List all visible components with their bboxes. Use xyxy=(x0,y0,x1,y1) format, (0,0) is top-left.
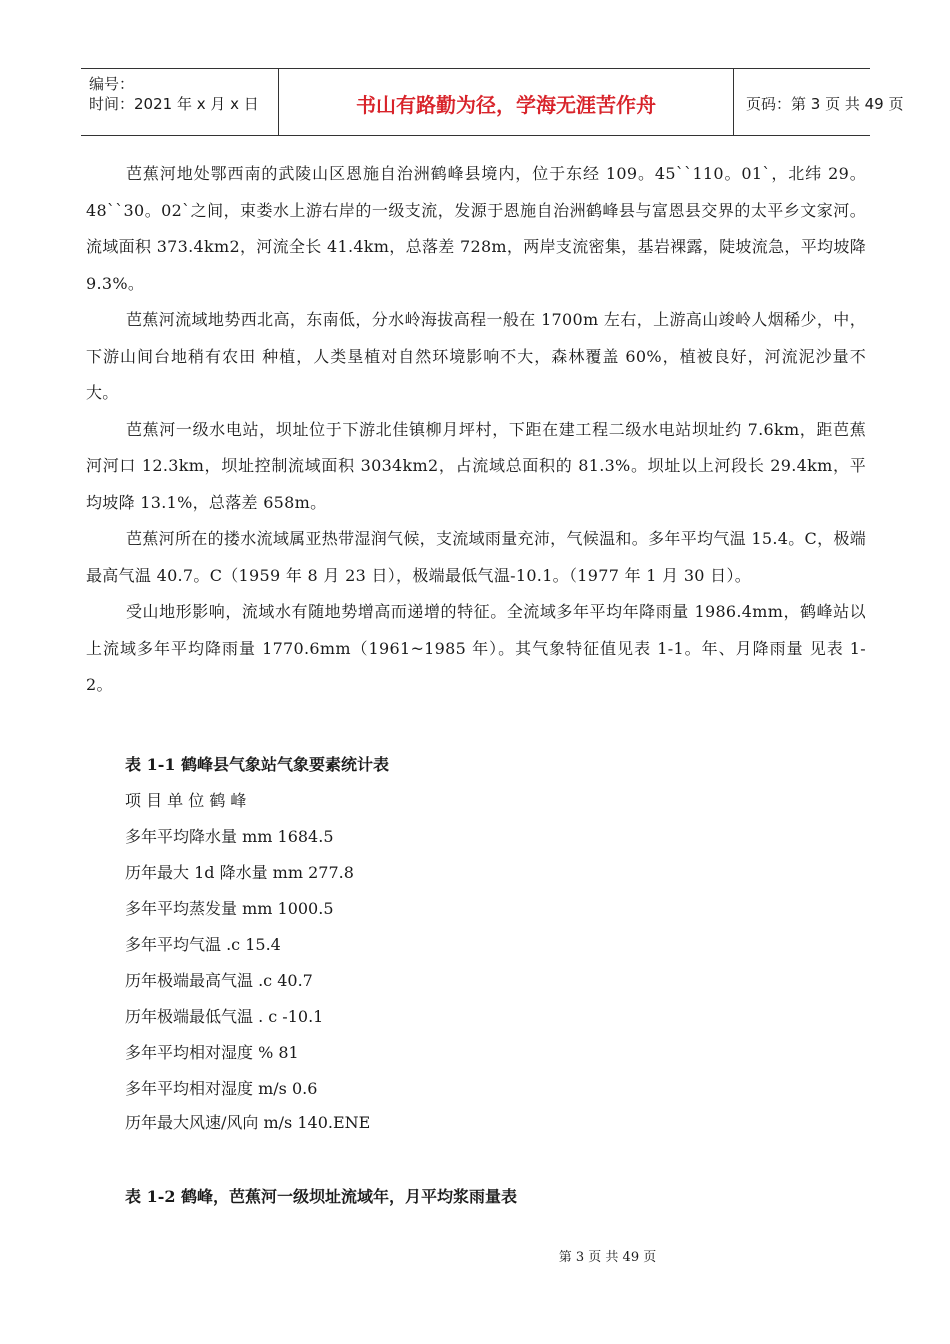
paragraph: 芭蕉河地处鄂西南的武陵山区恩施自治洲鹤峰县境内，位于东经 109。45``110。01`，北纬 29。48``30。02`之间，束娄水上游右岸的一级支流，发源于恩施自治洲鹤峰县与富恩县交界的太平乡文家河。流域面积 373.4km2，河流全长 41.4km，总落差 728m，两岸支流密集，基岩裸露，陡坡流急，平均坡降 9.3%。 xyxy=(86,164,866,293)
table-row: 历年极端最低气温 . c -10.1 xyxy=(125,1007,324,1026)
header-middle-cell xyxy=(279,69,734,135)
table-row: 历年极端最高气温 .c 40.7 xyxy=(125,971,313,990)
body-text xyxy=(86,156,866,704)
table-row: 多年平均相对湿度 % 81 xyxy=(125,1043,299,1062)
paragraph: 芭蕉河所在的搂水流域属亚热带湿润气候，支流域雨量充沛，气候温和。多年平均气温 15.4。C，极端最高气温 40.7。C（1959 年 8 月 23 日），极端最低气温-10.1。（1977 年 1 月 30 日）。 xyxy=(86,529,866,585)
page-footer xyxy=(0,1246,950,1265)
table-1-title: 表 1-1 鹤峰县气象站气象要素统计表 xyxy=(125,755,390,774)
table-row: 多年平均降水量 mm 1684.5 xyxy=(125,827,334,846)
table-row: 多年平均气温 .c 15.4 xyxy=(125,935,281,954)
table-row: 历年最大风速/风向 m/s 140.ENE xyxy=(125,1113,371,1132)
table-row: 项 目 单 位 鹤 峰 xyxy=(125,791,247,810)
paragraph: 芭蕉河一级水电站，坝址位于下游北佳镇柳月坪村，下距在建工程二级水电站坝址约 7.6km，距芭蕉河河口 12.3km，坝址控制流域面积 3034km2，占流域总面积的 81.3%。坝址以上河段长 29.4km，平均坡降 13.1%，总落差 658m。 xyxy=(86,419,866,512)
page-number-label: 页码：第 3 页 共 49 页 xyxy=(746,95,904,113)
time-label: 时间：2021 年 x 月 x 日 xyxy=(89,95,259,113)
table-2-title: 表 1-2 鹤峰，芭蕉河一级坝址流域年，月平均浆雨量表 xyxy=(125,1187,518,1206)
header-left-cell xyxy=(81,69,279,135)
paragraph: 芭蕉河流域地势西北高，东南低，分水岭海拔高程一般在 1700m 左右，上游高山竣岭人烟稀少，中，下游山间台地稍有农田 种植，人类垦植对自然环境影响不大，森林覆盖 60%，植被良好，河流泥沙量不大。 xyxy=(86,310,866,402)
serial-label: 编号： xyxy=(89,75,135,93)
table-row: 多年平均蒸发量 mm 1000.5 xyxy=(125,899,334,918)
table-row: 历年最大 1d 降水量 mm 277.8 xyxy=(125,863,354,882)
motto: 书山有路勤为径，学海无涯苦作舟 xyxy=(356,93,656,117)
paragraph: 受山地形影响，流域水有随地势增高而递增的特征。全流域多年平均年降雨量 1986.4mm，鹤峰站以上流域多年平均降雨量 1770.6mm（1961~1985 年）。其气象特征值见表 1-1。年、月降雨量 见表 1-2。 xyxy=(86,602,866,694)
footer-page-number: 第 3 页 共 49 页 xyxy=(558,1250,657,1265)
table-row: 多年平均相对湿度 m/s 0.6 xyxy=(125,1079,318,1098)
header-right-cell xyxy=(734,69,904,135)
page-header xyxy=(81,68,904,136)
